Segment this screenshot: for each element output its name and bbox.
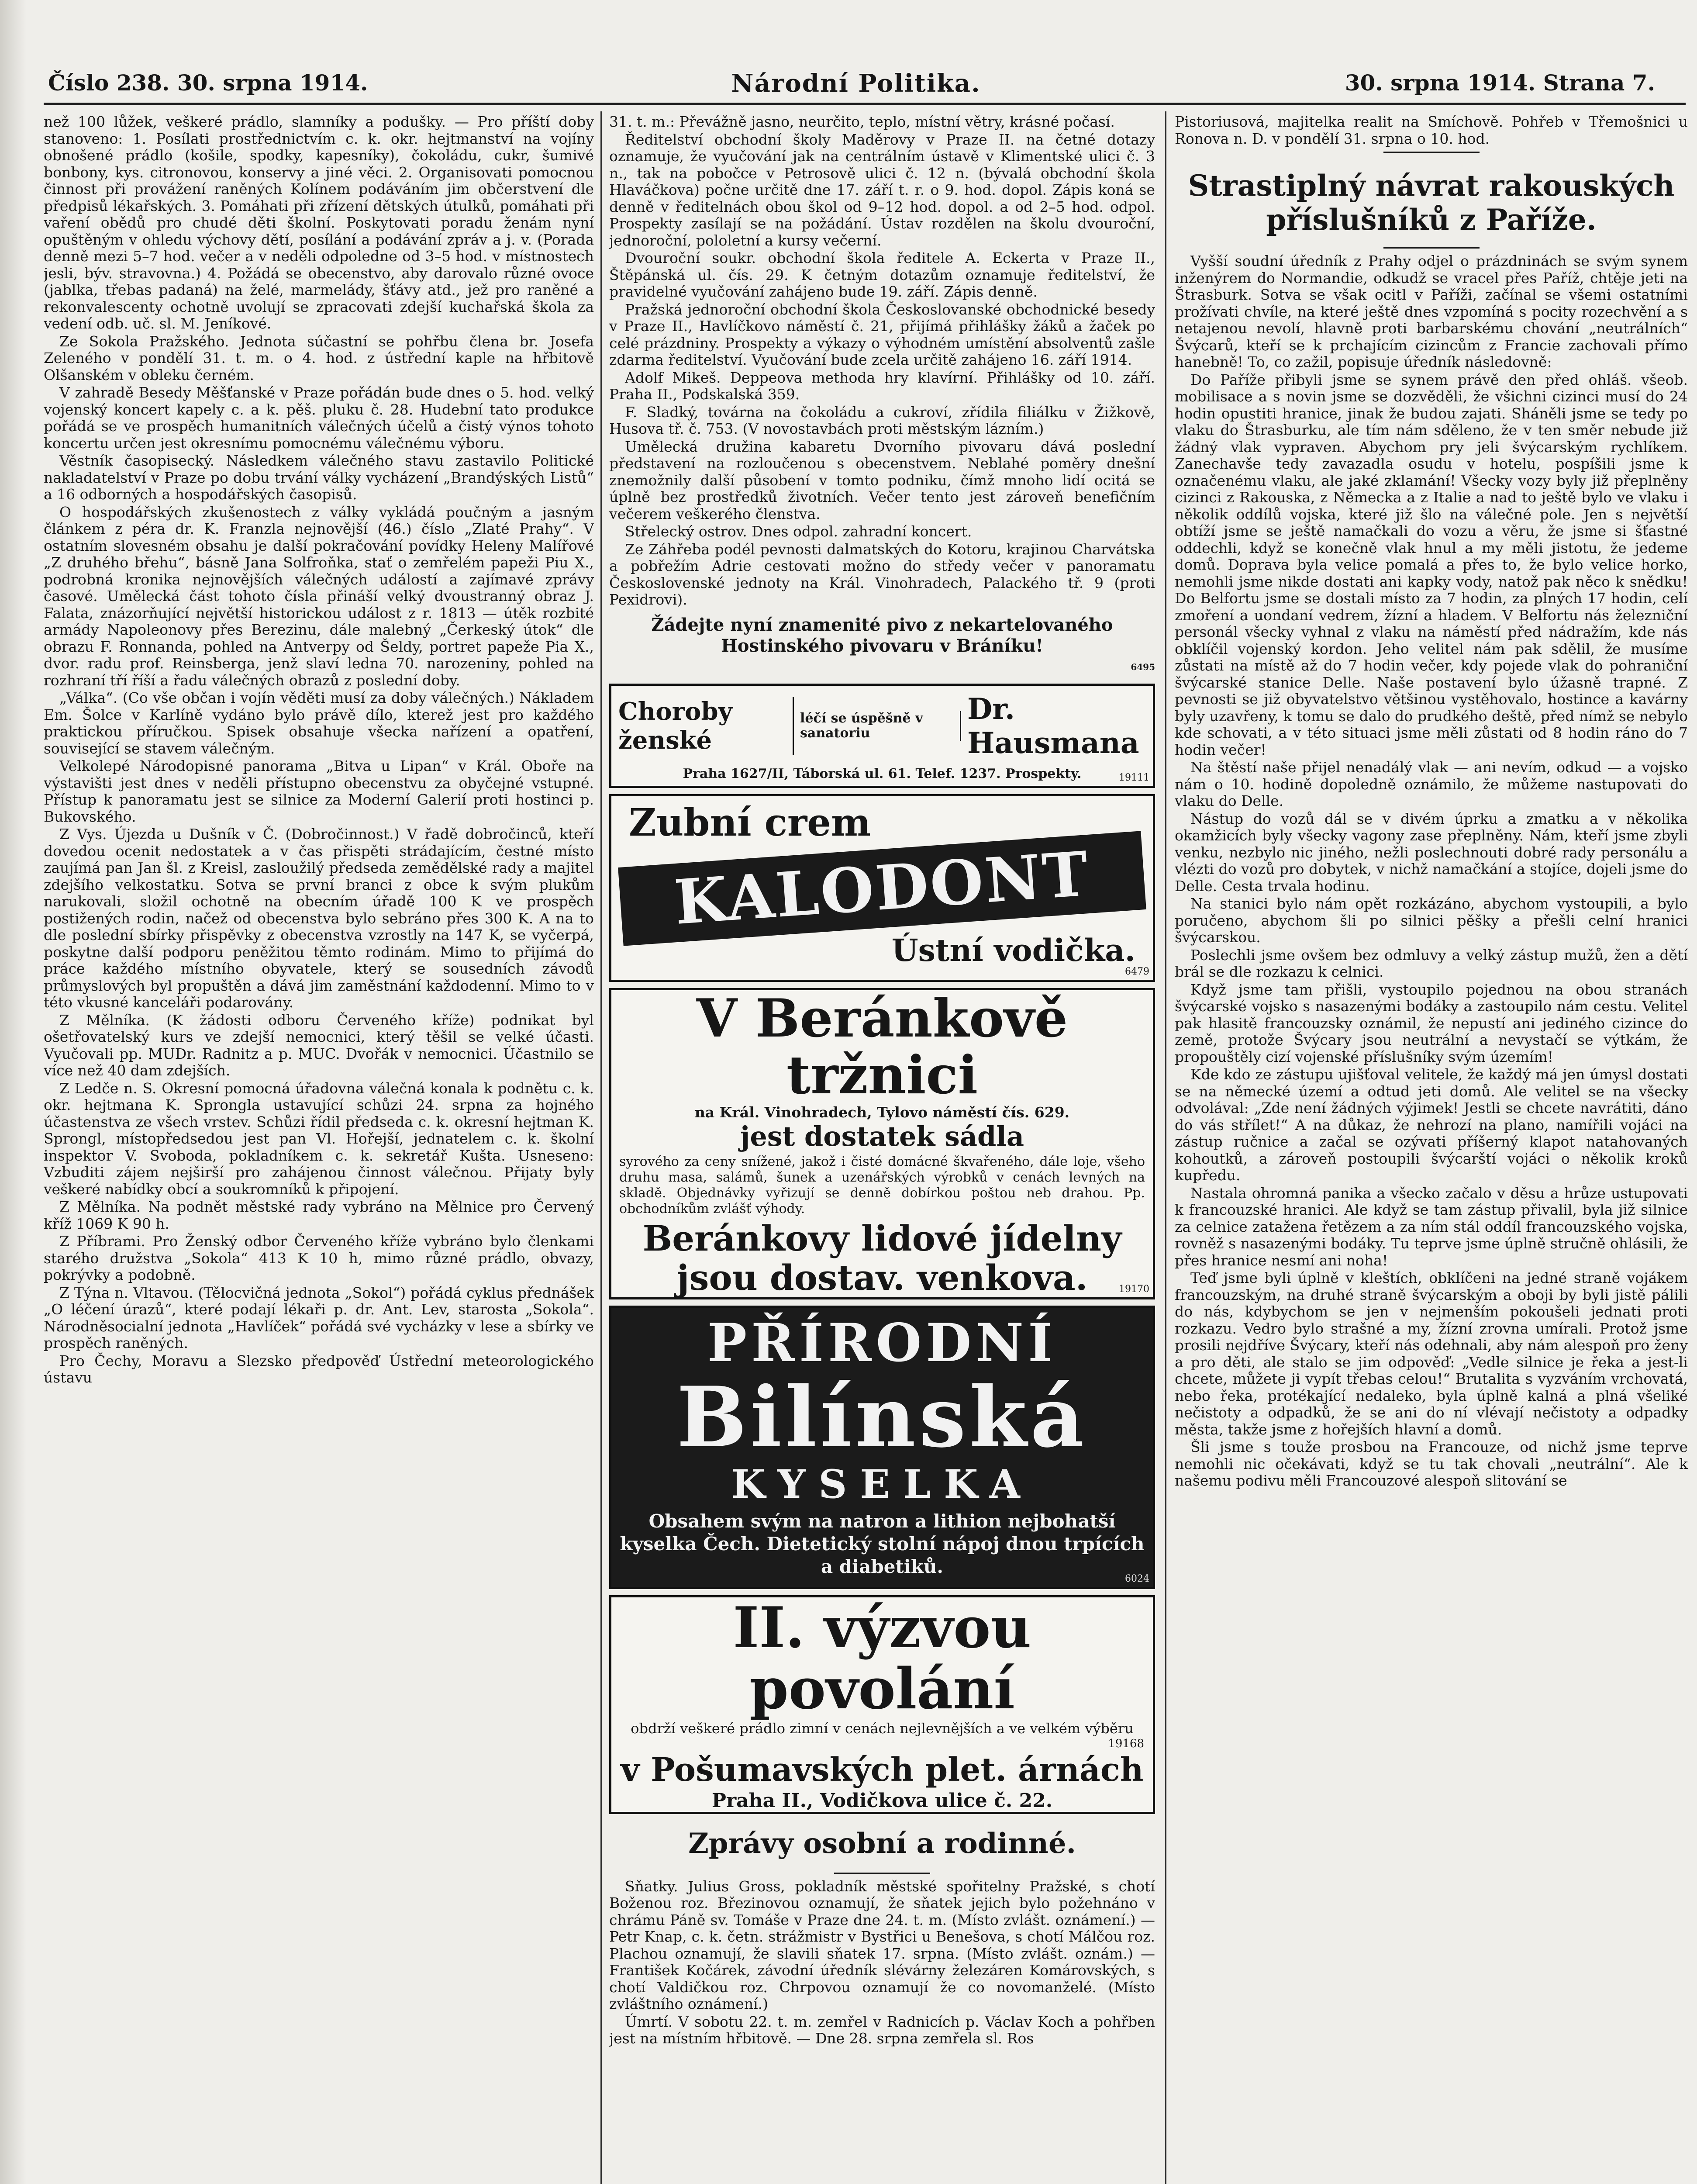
hausmann-sanatorium-ad — [609, 684, 1155, 788]
column-divider-1 — [600, 111, 602, 2184]
article-paragraph: Pražská jednoroční obchodní škola Českoslovanské obchodnické besedy v Praze II., Havlíčkovo náměstí č. 21, přijímá přihlášky žáků a žaček po celé prázdniny. Prospekty a výkazy o výhodném umístění absolventů zašle zdarma ředitelství. Vyučování bude zcela určitě zahájeno 16. září 1914. — [609, 301, 1155, 368]
article-paragraph: Poslechli jsme ovšem bez odmluvy a velký zástup mužů, žen a dětí brál se dle rozkazu k celnici. — [1175, 946, 1688, 980]
article-paragraph: Z Ledče n. S. Okresní pomocná úřadovna válečná konala k podnětu c. k. okr. hejtmana K. Sprongla ustavující schůzi 24. srpna za hojného účastenstva ze všech vrstev. Schůzi řídil předseda c. k. okresní hejtman K. Sprongl, místopředsedou jest pan Vl. Hořejší, jednatelem c. k. školní inspektor V. Svoboda, pokladníkem c. k. sekretář Kušta. Usneseno: Vzbuditi zájem nejširší pro zahájenou činnost válečnou. Přijaty byly veškeré nabídky obcí a soukromníků k připojení. — [44, 1079, 594, 1198]
ad-code: 19111 — [1119, 772, 1149, 783]
beer-advertisement — [609, 615, 1155, 677]
bilinska-ad-line3: KYSELKA — [731, 1461, 1033, 1507]
bilinska-kyselka-ad — [609, 1306, 1155, 1589]
article-paragraph: Na stanici bylo nám opět rozkázáno, abychom vystoupili, a bylo poručeno, abychom šli po silnici pěšky a přešli celní hranici švýcarskou. — [1175, 895, 1688, 946]
article-paragraph: Teď jsme byli úplně v kleštích, obklíčeni na jedné straně vojákem francouzským, na druhé straně švýcarským a oboji by byli jistě pálili do nás, kdybychom se jen v nejmenším pokoušeli jednati proti rozkazu. Vedro bylo strašné a my, žízní zrovna umírali. Protož jsme prosili nejdříve Švýcary, kteří nás odehnali, aby nám alespoň pro ženy a pro děti, ale stalo se jim odpověď: „Vedle silnice je řeka a jest-li chcete, můžete ji vypít třebas celou!“ Brutalita s vyzváním vrchovatá, nebo řeka, protékající nedaleko, byla úplně kalná a plná všeliké nečistoty a odpadků, že se ani do ní vlévají nečistoty a odpadky města, takže jsme z hořejších hlavní a domů. — [1175, 1269, 1688, 1438]
hausmann-ad-title: Choroby ženské — [618, 697, 794, 755]
heading-rule — [834, 1873, 930, 1874]
article-paragraph: Do Paříže přibyli jsme se synem právě den před ohláš. všeob. mobilisace a s novin jsme se dozvěděli, že všichni cizinci musí do 24 hodin opustiti hranice, jinak že budou zajati. Sháněli jsme se tedy po vlaku do Štrasburku, ale tím nám sděleno, že v ten směr nebude již žádný vlak vypraven. Abychom pry jeli švýcarským rychlíkem. Zanechavše tedy zavazadla osudu v hotelu, pospíšili jsme k označenému vlaku, ale jaké zklamání! Všecky vozy byly již přeplněny cizinci z Rakouska, z Německa a z Italie a nad to ještě bylo ve vlaku i několik oddílů vojska, které již šlo na válečné pole. Jen s největší obtíží jsme se ještě namačkali do vozu a věru, že jsme si šťastné oddechli, když se konečně vlak hnul a my měli jistotu, že jedeme domů. Doprava byla velice pomalá a přes to, že bylo velice horko, nemohli jsme nikde dostati ani kapky vody, natož pak něco k snědku! Do Belfortu jsme se dostali místo za 7 hodin, za plných 17 hodin, celí zmoření a uondaní vedrem, žízní a hladem. V Belfortu nás železniční personál všecky vyhnal z vlaku na náměstí před nádražím, kde nás obklíčil vojenský kordon. Jeho velitel nám pak sdělil, že musíme zůstati na místě až do 7 hodin večer, kdy pojede vlak do pohraniční švýcarské stanice Delle. Naše postavení bylo úžasně trapné. Z pevnosti se již obyvatelstvo většinou vystěhovalo, hostince a kavárny byly uzavřeny, k tomu se dalo do prudkého deště, před nímž se nebylo kde schovati, a v této situaci jsme měli zůstati od 8 hodin ráno do 7 hodin večer! — [1175, 371, 1688, 758]
beranek-ad-lard: jest dostatek sádla — [740, 1120, 1024, 1152]
article-paragraph: Střelecký ostrov. Dnes odpol. zahradní koncert. — [625, 523, 972, 540]
article-paragraph: Ze Záhřeba podél pevnosti dalmatských do Kotoru, krajinou Charvátska a pobřežím Adrie cestovati možno do středy večer v panoramatu Československé jednoty na Král. Vinohradech, Palackého tř. 9 (proti Pexidrovi). — [609, 540, 1155, 608]
article-headline: Strastiplný návrat rakouských příslušníků z Paříže. — [1188, 169, 1675, 237]
beranek-ad-body: syrového za ceny snížené, jakož i čisté domácné škvařeného, dále loje, všeho druhu masa, salámů, šunek a uzenářských výrobků v cenách levných na skladě. Objednávky vyřizují se denně dobírkou poštou neb drahou. Pp. obchodníkům zvlášť výhody. — [619, 1154, 1145, 1216]
article-paragraph: Nastala ohromná panika a všecko začalo v děsu a hrůze ustupovati k francouzské hranici. Ale když se tam zástup přivalil, byla již silnice za celnice zatažena řetězem a za ním stál oddíl francouzského vojska, rovněž s nasazenými bodáky. Tu teprve jsme úplně stručně ohlásili, že přes hranice nesmí ani noha! — [1175, 1184, 1688, 1269]
ad-code: 6495 — [1131, 661, 1155, 672]
vyzvou-ad-body: obdrží veškeré prádlo zimní v cenách nejlevnějších a ve velkém výběru — [631, 1720, 1134, 1737]
beranek-ad-title: V Beránkově tržnici — [696, 987, 1068, 1106]
hausmann-ad-desc: léčí se úspěšně v sanatoriu — [794, 711, 961, 741]
article-paragraph: „Válka“. (Co vše občan i vojín věděti musí za doby válečných.) Nákladem Em. Šolce v Karlíně vydáno bylo právě dílo, kterež jest pro každého praktickou příručkou. Spisek obsahuje všecka nařízení a opatření, související se stavem válečným. — [44, 689, 594, 757]
vyzvou-ad-title: II. výzvou povolání — [733, 1595, 1031, 1722]
header-rule — [44, 103, 1686, 105]
article-paragraph: Z Příbrami. Pro Ženský odbor Červeného kříže vybráno bylo členkami starého družstva „Sokola“ 413 K 10 h, mimo různé prádlo, obvazy, pokrývky a podobně. — [44, 1233, 594, 1283]
column-3 — [1175, 114, 1688, 2184]
bilinska-ad-brand: Bilínská — [676, 1368, 1088, 1466]
article-paragraph: Na štěstí naše přijel nenadálý vlak — ani nevím, odkud — a vojsko nám o 10. hodině dopoledně oznámilo, že můžeme nastupovati do vlaku do Delle. — [1175, 759, 1688, 809]
article-paragraph: F. Sladký, továrna na čokoládu a cukroví, zřídila filiálku v Žižkově, Husova tř. č. 753. (V novostavbách proti městským lázním.) — [609, 403, 1155, 437]
heading-rule — [1383, 152, 1480, 153]
article-paragraph: Pistoriusová, majitelka realit na Smíchově. Pohřeb v Třemošnici u Ronova n. D. v pondělí 31. srpna o 10. hod. — [1175, 114, 1688, 147]
hausmann-ad-address: Praha 1627/II, Táborská ul. 61. Telef. 1237. Prospekty. — [683, 766, 1082, 781]
hausmann-ad-name: Dr. Hausmana — [967, 691, 1139, 760]
article-paragraph: Kde kdo ze zástupu ujišťoval velitele, že každý má jen úmysl dostati se na německé území a odtud jeti domů. Ale velitel se na všecky odvolával: „Zde není žádných výjimek! Jestli se chcete navrátiti, dáno do vás střílet!“ A na důkaz, že nehrozí na plano, namířili vojáci na zástup ručnice a začal se ozývati příšerný klapot natahovaných kohoutků, a zároveň postoupili švýcarští vojáci o několik kroků kupředu. — [1175, 1066, 1688, 1184]
bilinska-ad-line1: PŘÍRODNÍ — [707, 1312, 1057, 1374]
article-paragraph: Dvouroční soukr. obchodní škola ředitele A. Eckerta v Praze II., Štěpánská ul. čís. 29. K četným dotazům oznamuje ředitelství, že pravidelné vyučování zahájeno bude 19. září. Zápis denně. — [609, 249, 1155, 300]
page-edge — [0, 0, 26, 2184]
article-paragraph: Z Mělníka. Na podnět městské rady vybráno na Mělnice pro Červený kříž 1069 K 90 h. — [44, 1198, 594, 1232]
vyzvou-ad-address: Praha II., Vodičkova ulice č. 22. — [711, 1789, 1053, 1812]
vyzvou-ad-shop: v Pošumavských plet. árnách — [621, 1751, 1144, 1789]
beer-ad-text: Žádejte nyní znamenité pivo z nekartelovaného Hostinského pivovaru v Bráníku! — [651, 614, 1113, 656]
ad-code: 6479 — [1125, 966, 1149, 977]
article-paragraph: Šli jsme s touže prosbou na Francouze, od nichž jsme teprve nemohli nic očekávati, když se tu tak chovali „neutrální“. Ale k našemu podivu měli Francouzové alespoň slitování se — [1175, 1438, 1688, 1489]
ad-code: 19168 — [1108, 1737, 1144, 1750]
heading-rule — [1383, 247, 1480, 249]
column-divider-2 — [1165, 111, 1166, 2184]
weather-forecast: 31. t. m.: Převážně jasno, neurčito, teplo, místní větry, krásné počasí. — [609, 114, 1115, 130]
article-paragraph: Nástup do vozů dál se v divém úprku a zmatku a v několika okamžicích byly všecky vagony zase přeplněny. Nám, kteří jsme zbyli venku, nezbylo nic jiného, nežli poslechnouti dobré rady personálu a vlézti do vozů pro dobytek, v nichž namačkání a stojíce, dojeli jsme do Delle. Cesta trvala hodinu. — [1175, 810, 1688, 895]
column-1 — [44, 114, 594, 2184]
beranek-ad-canteens: Beránkovy lidové jídelny jsou dostav. venkova. — [642, 1217, 1122, 1298]
article-paragraph: Z Vys. Újezda u Dušník v Č. (Dobročinnost.) V řadě dobročinců, kteří dovedou ocenit nedostatek a v čas přispěti strádajícím, čestné místo zaujímá pan Jan šl. z Kreisl, zasloužilý předseda zemědělské rady a majitel zdejšího velkostatku. Sotva se první branci z obce k svým plukům narukovali, složil ochotně na obecním úřadě 100 K ve prospěch postižených rodin, načež od obecenstva bylo sebráno přes 300 K. A na to dle poslední sbírky přispěvky z obecenstva vzrostly na 147 K, se vyčerpá, poskytne další podporu peněžitou těmto rodinám. Mimo to přijímá do práce každého místního obyvatele, který se sousedních závodů průmyslových byl propuštěn a dává jim zaměstnání každodenní. Mimo to v této vkusné kanceláři podarovány. — [44, 826, 594, 1011]
beranek-ad-address: na Král. Vinohradech, Tylovo náměstí čís. 629. — [694, 1103, 1070, 1121]
article-paragraph: V zahradě Besedy Měšťanské v Praze pořádán bude dnes o 5. hod. velký vojenský koncert kapely c. a k. pěš. pluku č. 28. Hudební tato produkce pořádá se ve prospěch humanitních válečných účelů a čistý výnos tohoto koncertu určen jest okresnímu pomocnému válečnému výboru. — [44, 384, 594, 452]
article-paragraph: Velkolepé Národopisné panorama „Bitva u Lipan“ v Král. Oboře na výstavišti jest dnes v neděli přístupno obecenstvu za obyčejné vstupné. Přístup k panoramatu jest se silnice za Moderní Galerií proti hostinci p. Bukovského. — [44, 757, 594, 825]
article-paragraph: než 100 lůžek, veškeré prádlo, slamníky a podušky. — Pro příští doby stanoveno: 1. Posílati prostřednictvím c. k. okr. hejtmanství na vojíny obnošené prádlo (košile, spodky, kapesníky), čokoládu, cukr, šumivé bonbony, kys. citronovou, konservy a jiné věci. 2. Organisovati pomocnou činnost při provážení raněných Kolínem podáváním jim občerstvení dle předpisů lékařských. 3. Pomáhati při zřízení dětských útulků, pomáhati při vaření obědů pro chudé děti školní. Poskytovati poradu ženám nyní opuštěným v ohledu výchovy dětí, posílání a podávání zpráv a j. v. (Porada denně mezi 5–7 hod. večer a v neděli odpoledne od 3–5 hod. v místnostech jesli, býv. stravovna.) 4. Požádá se obecenstvo, aby darovalo různé ovoce (jablka, třebas padaná) na želé, marmelády, šťávy atd., jež pro raněné a rekonvalescenty ochotně uvolují se zpracovati zdejší kuchařská škola za vedení odb. uč. sl. M. Jeníkové. — [44, 114, 594, 332]
article-paragraph: Vyšší soudní úředník z Prahy odjel o prázdninách se svým synem inženýrem do Normandie, odkudž se vracel přes Paříž, chtěje jeti na Štrasburk. Sotva se však ocitl v Paříži, začínal se všemi ostatními prožívati chvíle, na které ještě dnes vzpomíná s pocity rozechvění a s netajenou nevolí, hlavně proti barbarskému chování „neutrálních“ Švýcarů, kteří se k prchajícím cizincům z Francie zachovali přímo hanebně! To, co zažil, popisuje úředník následovně: — [1175, 252, 1688, 370]
beranek-market-ad — [609, 988, 1155, 1299]
kalodont-ad — [609, 794, 1155, 982]
ad-code: 6024 — [1125, 1573, 1149, 1584]
page-header — [48, 66, 1664, 105]
column-2 — [609, 114, 1155, 2184]
article-paragraph: Z Týna n. Vltavou. (Tělocvičná jednota „Sokol“) pořádá cyklus přednášek „O léčení úrazů“, které podají lékaři p. dr. Ant. Lev, starosta „Sokola“. Národněsocialní jednota „Havlíček“ pořádá své vycházky v lese a sbírky ve prospěch raněných. — [44, 1284, 594, 1351]
bilinska-ad-body: Obsahem svým na natron a lithion nejbohatší kyselka Čech. Dietetický stolní nápoj dnou trpících a diabetiků. — [620, 1510, 1145, 1577]
article-paragraph: Adolf Mikeš. Deppeova methoda hry klavírní. Přihlášky od 10. září. Praha II., Podskalská 359. — [609, 369, 1155, 403]
kalodont-ad-title: Zubní crem — [629, 800, 871, 845]
article-paragraph: O hospodářských zkušenostech z války vykládá poučným a jasným článkem z péra dr. K. Franzla nejnovější (46.) číslo „Zlaté Prahy“. V ostatním slovesném obsahu je další pokračování povídky Heleny Malířové „Z druhého břehu“, básně Jana Solfroňka, stať o zemřelém papeži Piu X., podrobná kronika nejnovějších válečných událostí a zajímavé zprávy časové. Umělecká část tohoto čísla přináší velký dvoustranný obraz J. Falata, znázorňující největší historickou událost z r. 1813 — útěk rozbité armády Napoleonovy přes Berezinu, dále malebný „Čerkeský útok“ dle obrazu F. Ronnanda, pohled na Antverpy od Šeldy, portret papeže Pia X., dvor. radu prof. Reinsberga, jenž slaví ledna 70. narozeniny, pohled na rozhraní tří říší a řadu válečných obrazů z poslední doby. — [44, 503, 594, 689]
article-paragraph: Umělecká družina kabaretu Dvorního pivovaru dává poslední představení na rozloučenou s obecenstvem. Neblahé poměry dnešní znemožnily další působení v tomto podniku, čímž mnoho lidí ocitá se úplně bez prostředků životních. Večer tento jest zároveň benefičním večerem veškerého členstva. — [609, 438, 1155, 522]
kalodont-ad-brand: KALODONT — [618, 831, 1146, 946]
hausmann-ad-row — [611, 686, 1153, 766]
ad-code: 19170 — [1119, 1283, 1149, 1295]
vyzvou-clothing-ad — [609, 1595, 1155, 1814]
article-paragraph: Ze Sokola Pražského. Jednota súčastní se pohřbu člena br. Josefa Zeleného v pondělí 31. t. m. o 4. hod. z ústřední kaple na hřbitově Olšanském v obleku černém. — [44, 332, 594, 384]
article-paragraph: Ředitelství obchodní školy Maděrovy v Praze II. na četné dotazy oznamuje, že vyučování jak na centrálním ústavě v Klimentské ulici č. 3 n., tak na pobočce v Petrosově ulici č. 12 n. (bývalá obchodní škola Hlaváčkova) počne určitě dne 17. září t. r. o 9. hod. dopol. Zápis koná se denně v ředitelnách obou škol od 9–12 hod. dopol. a od 2–5 hod. odpol. Prospekty zasílají se na požádání. Ústav rozdělen na školu dvouroční, jednoroční, pololetní a kursy večerní. — [609, 131, 1155, 249]
article-paragraph: Věstník časopisecký. Následkem válečného stavu zastavilo Politické nakladatelství v Praze po dobu trvání války vycházení „Brandýských Listů“ a 16 odborných a hospodářských časopisů. — [44, 452, 594, 503]
article-paragraph: Sňatky. Julius Gross, pokladník městské spořitelny Pražské, s chotí Boženou roz. Březinovou oznamují, že sňatek jejich bylo požehnáno v chrámu Páně sv. Tomáše v Praze dne 24. t. m. (Místo zvlášt. oznámení.) — Petr Knap, c. k. četn. strážmistr v Bystřici u Benešova, s chotí Málčou roz. Plachou oznamují, že slavili sňatek 17. srpna. (Místo zvlášt. oznám.) — František Kočárek, závodní úředník slévárny železáren Komárovských, s chotí Valdičkou roz. Chrpovou oznamují že co novomanželé. (Místo zvláštního oznámení.) — [609, 1877, 1155, 2012]
newspaper-title: Národní Politika. — [731, 69, 981, 98]
article-paragraph: Když jsme tam přišli, vystoupilo pojednou na obou stranách švýcarské vojsko s nasazenými bodáky a zastoupilo nám cestu. Velitel pak hlasitě francouzsky oznámil, že nepustí ani jediného cizince do země, protože Švýcary jsou neutrální a nevystačí se výtkám, že propouštěly cizí vojenské příslušníky svým územím! — [1175, 981, 1688, 1065]
kalodont-ad-subtitle: Ústní vodička. — [891, 932, 1135, 968]
article-paragraph: Z Mělníka. (K žádosti odboru Červeného kříže) podnikat byl ošetřovatelský kurs ve zdejší nemocnici, který těšil se velké účasti. Vyučovali pp. MUDr. Radnitz a p. MUC. Dvořák v nemocnici. Účastnilo se více než 40 dam zdejších. — [44, 1011, 594, 1079]
article-paragraph: Úmrtí. V sobotu 22. t. m. zemřel v Radnicích p. Václav Koch a pohřben jest na místním hřbitově. — Dne 28. srpna zemřela sl. Ros — [609, 2013, 1155, 2047]
section-heading: Zprávy osobní a rodinné. — [688, 1827, 1076, 1860]
header-issue-date: Číslo 238. 30. srpna 1914. — [48, 70, 368, 96]
article-paragraph: Pro Čechy, Moravu a Slezsko předpověď Ústřední meteorologického ústavu — [44, 1352, 594, 1386]
header-page-number: 30. srpna 1914. Strana 7. — [1345, 70, 1655, 96]
